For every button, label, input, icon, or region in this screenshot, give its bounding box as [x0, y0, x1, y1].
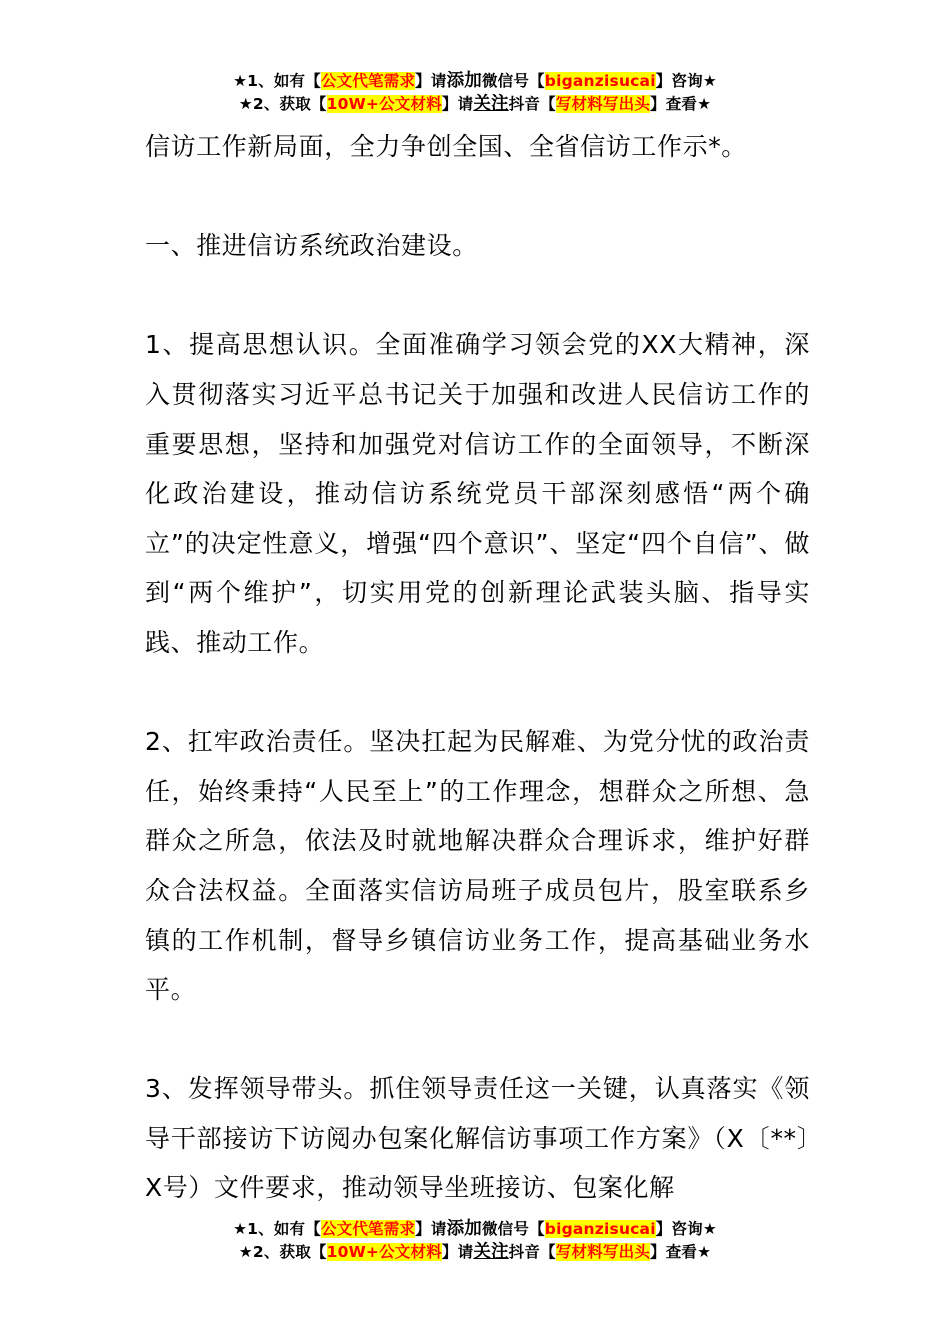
douyin-account: 写材料写出头: [555, 1243, 651, 1261]
douyin-account: 写材料写出头: [555, 95, 651, 113]
header-banner: [0, 70, 950, 116]
paragraph-gap: [145, 668, 810, 718]
banner-text: ★1、如有【: [233, 72, 321, 90]
highlight-text: 10W+公文材料: [326, 95, 442, 113]
banner-text: 】请: [415, 72, 447, 90]
section-heading: 一、推进信访系统政治建设。: [145, 231, 478, 261]
banner-line-2: [0, 93, 950, 116]
banner-text: 抖音【: [508, 95, 556, 113]
banner-text: 抖音【: [508, 1243, 556, 1261]
banner-text: 】请: [441, 95, 474, 113]
emphasis-text: 添加: [446, 71, 482, 91]
emphasis-text: 关注: [473, 94, 509, 114]
paragraph-2: 2、扛牢政治责任。坚决扛起为民解难、为党分忧的政治责任，始终秉持“人民至上”的工作理念，想群众之所想、急群众之所急，依法及时就地解决群众合理诉求，维护好群众合法权益。全面落实信访局班子成员包片，股室联系乡镇的工作机制，督导乡镇信访业务工作，提高基础业务水平。: [145, 727, 810, 1005]
continuation-paragraph: 信访工作新局面，全力争创全国、全省信访工作示*。: [145, 132, 747, 161]
wechat-id: biganzisucai: [544, 1220, 656, 1238]
banner-text: 】咨询★: [655, 72, 717, 90]
banner-text: 】请: [415, 1220, 447, 1238]
emphasis-text: 添加: [446, 1219, 482, 1239]
paragraph-gap: [145, 172, 810, 222]
wechat-id: biganzisucai: [544, 72, 656, 90]
banner-line-1: [0, 70, 950, 93]
banner-text: 】请: [441, 1243, 474, 1261]
banner-text: 】咨询★: [655, 1220, 717, 1238]
paragraph-1: 1、提高思想认识。全面准确学习领会党的XX大精神，深入贯彻落实习近平总书记关于加强和改进人民信访工作的重要思想，坚持和加强党对信访工作的全面领导，不断深化政治建设，推动信访系统党员干部深刻感悟“两个确立”的决定性意义，增强“四个意识”、坚定“四个自信”、做到“两个维护”，切实用党的创新理论武装头脑、指导实践、推动工作。: [145, 330, 810, 657]
paragraph-gap: [145, 1015, 810, 1065]
banner-text: 】查看★: [650, 1243, 712, 1261]
highlight-text: 10W+公文材料: [326, 1243, 442, 1261]
banner-text: ★1、如有【: [233, 1220, 321, 1238]
banner-text: 】查看★: [650, 95, 712, 113]
paragraph-gap: [145, 271, 810, 321]
highlight-text: 公文代笔需求: [320, 1220, 416, 1238]
banner-text: ★2、获取【: [238, 95, 327, 113]
banner-line-2: [0, 1241, 950, 1264]
highlight-text: 公文代笔需求: [320, 72, 416, 90]
document-body: [145, 122, 810, 1213]
emphasis-text: 关注: [473, 1242, 509, 1262]
banner-line-1: [0, 1218, 950, 1241]
banner-text: ★2、获取【: [238, 1243, 327, 1261]
banner-text: 微信号【: [481, 72, 545, 90]
paragraph-3: 3、发挥领导带头。抓住领导责任这一关键，认真落实《领导干部接访下访阅办包案化解信访事项工作方案》（X〔**〕X号）文件要求，推动领导坐班接访、包案化解: [145, 1074, 810, 1203]
banner-text: 微信号【: [481, 1220, 545, 1238]
footer-banner: [0, 1218, 950, 1264]
